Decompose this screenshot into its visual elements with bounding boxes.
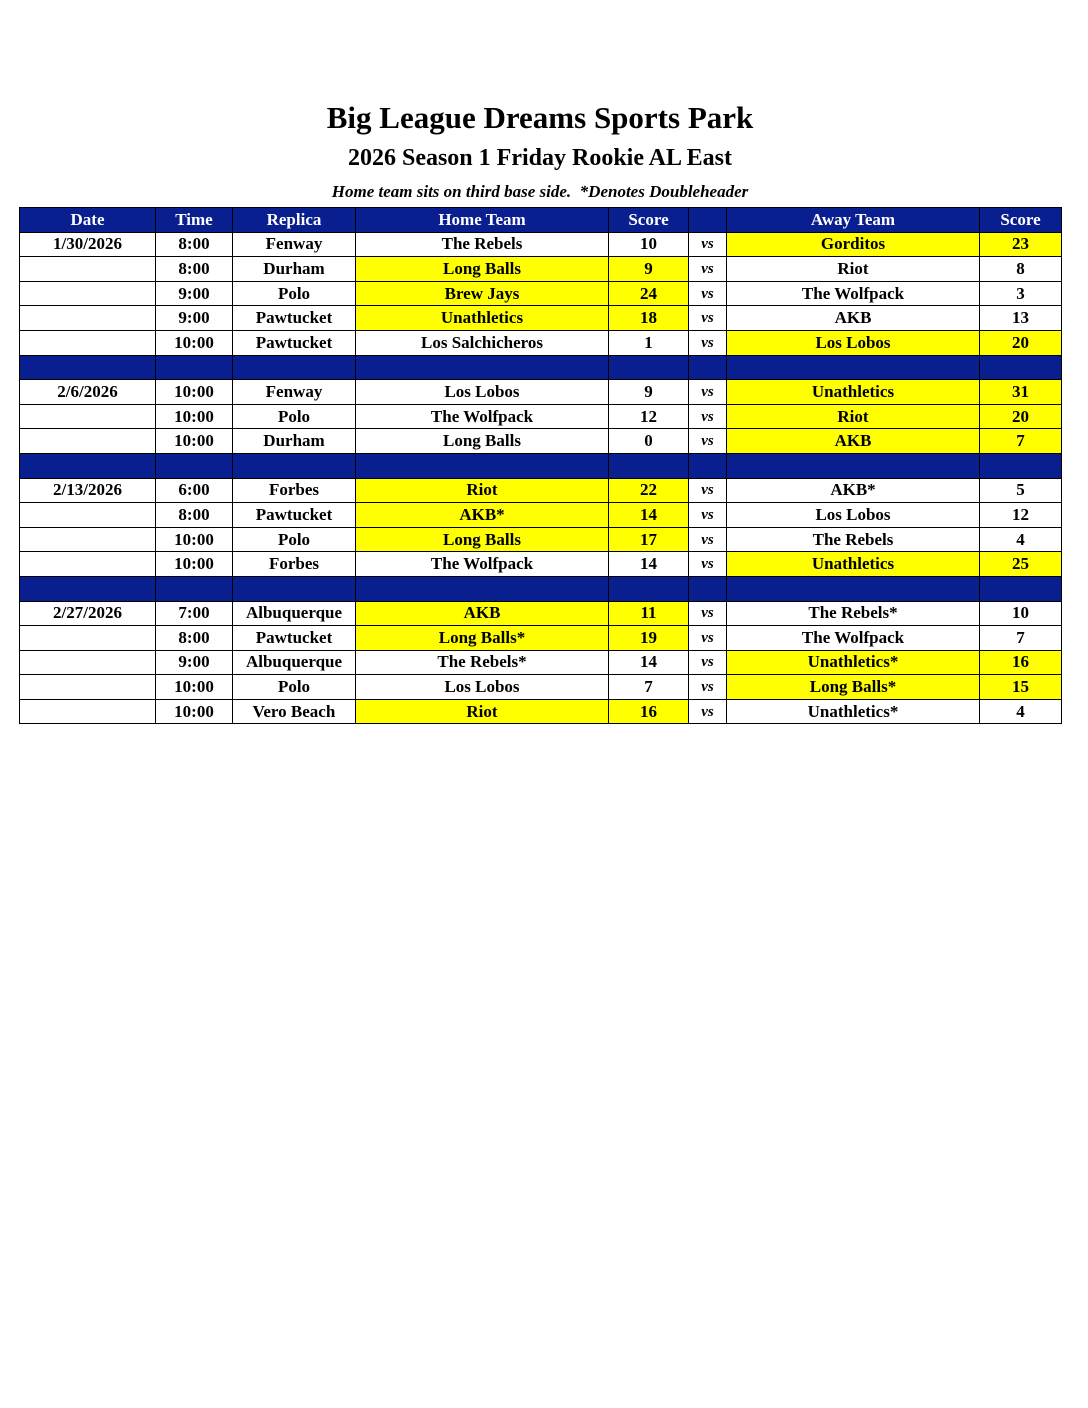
game-row [20,429,1062,454]
time-cell: 7:00 [156,601,233,626]
home-score-cell: 12 [609,404,689,429]
separator-cell [980,453,1062,478]
game-row [20,404,1062,429]
away-score-cell: 15 [980,675,1062,700]
home-team-cell: Los Salchicheros [356,330,609,355]
game-row [20,257,1062,282]
away-team-cell: Los Lobos [727,330,980,355]
time-cell: 10:00 [156,675,233,700]
home-team-cell: Los Lobos [356,380,609,405]
home-score-cell: 17 [609,527,689,552]
vs-cell: vs [689,429,727,454]
separator-cell [609,453,689,478]
home-score-cell: 24 [609,281,689,306]
replica-cell: Fenway [233,380,356,405]
time-cell: 10:00 [156,429,233,454]
separator-cell [727,576,980,601]
separator-cell [233,453,356,478]
game-row [20,552,1062,577]
away-team-cell: The Wolfpack [727,626,980,651]
home-score-cell: 7 [609,675,689,700]
game-row [20,330,1062,355]
separator-cell [156,355,233,380]
home-score-cell: 10 [609,232,689,257]
game-row [20,478,1062,503]
separator-cell [20,453,156,478]
away-team-cell: Unathletics* [727,699,980,724]
time-cell: 10:00 [156,699,233,724]
home-team-cell: Unathletics [356,306,609,331]
vs-cell: vs [689,404,727,429]
home-score-cell: 14 [609,552,689,577]
home-team-cell: The Rebels [356,232,609,257]
col-header-replica: Replica [233,208,356,233]
separator-cell [356,355,609,380]
game-row [20,699,1062,724]
home-team-cell: Riot [356,478,609,503]
away-team-cell: The Rebels* [727,601,980,626]
replica-cell: Pawtucket [233,306,356,331]
date-cell [20,257,156,282]
home-team-cell: The Wolfpack [356,552,609,577]
replica-cell: Albuquerque [233,601,356,626]
time-cell: 9:00 [156,650,233,675]
home-score-cell: 16 [609,699,689,724]
date-cell: 2/27/2026 [20,601,156,626]
game-row [20,626,1062,651]
separator-cell [356,576,609,601]
home-score-cell: 0 [609,429,689,454]
separator-cell [727,355,980,380]
date-cell [20,306,156,331]
time-cell: 10:00 [156,404,233,429]
away-score-cell: 20 [980,330,1062,355]
week-separator-row [20,576,1062,601]
away-team-cell: AKB [727,429,980,454]
replica-cell: Pawtucket [233,503,356,528]
date-cell [20,675,156,700]
game-row [20,527,1062,552]
time-cell: 8:00 [156,503,233,528]
game-row [20,503,1062,528]
away-team-cell: AKB [727,306,980,331]
vs-cell: vs [689,306,727,331]
vs-cell: vs [689,478,727,503]
date-cell [20,330,156,355]
separator-cell [980,576,1062,601]
separator-cell [689,576,727,601]
replica-cell: Durham [233,257,356,282]
replica-cell: Albuquerque [233,650,356,675]
separator-cell [356,453,609,478]
away-score-cell: 25 [980,552,1062,577]
schedule-table [19,207,1062,724]
week-separator-row [20,453,1062,478]
time-cell: 10:00 [156,552,233,577]
away-score-cell: 23 [980,232,1062,257]
col-header-time: Time [156,208,233,233]
replica-cell: Vero Beach [233,699,356,724]
time-cell: 8:00 [156,626,233,651]
home-score-cell: 19 [609,626,689,651]
home-score-cell: 11 [609,601,689,626]
away-team-cell: Long Balls* [727,675,980,700]
replica-cell: Pawtucket [233,330,356,355]
home-team-cell: Long Balls* [356,626,609,651]
date-cell: 1/30/2026 [20,232,156,257]
home-team-cell: Los Lobos [356,675,609,700]
time-cell: 8:00 [156,257,233,282]
home-team-cell: Brew Jays [356,281,609,306]
date-cell [20,429,156,454]
col-header-home-score: Score [609,208,689,233]
separator-cell [609,576,689,601]
col-header-away-team: Away Team [727,208,980,233]
separator-cell [689,355,727,380]
date-cell [20,404,156,429]
away-team-cell: Unathletics [727,552,980,577]
page-subtitle: 2026 Season 1 Friday Rookie AL East [347,145,733,171]
home-score-cell: 22 [609,478,689,503]
replica-cell: Fenway [233,232,356,257]
replica-cell: Polo [233,404,356,429]
game-row [20,380,1062,405]
time-cell: 9:00 [156,281,233,306]
vs-cell: vs [689,699,727,724]
vs-cell: vs [689,650,727,675]
schedule-body [20,232,1062,724]
game-row [20,281,1062,306]
col-header-home-team: Home Team [356,208,609,233]
away-score-cell: 3 [980,281,1062,306]
separator-cell [233,576,356,601]
separator-cell [20,355,156,380]
away-score-cell: 5 [980,478,1062,503]
vs-cell: vs [689,503,727,528]
replica-cell: Pawtucket [233,626,356,651]
away-score-cell: 31 [980,380,1062,405]
home-score-cell: 14 [609,503,689,528]
game-row [20,675,1062,700]
date-cell [20,527,156,552]
vs-cell: vs [689,675,727,700]
time-cell: 9:00 [156,306,233,331]
home-score-cell: 18 [609,306,689,331]
col-header-away-score: Score [980,208,1062,233]
vs-cell: vs [689,380,727,405]
date-cell: 2/13/2026 [20,478,156,503]
date-cell [20,650,156,675]
game-row [20,601,1062,626]
vs-cell: vs [689,232,727,257]
away-team-cell: The Rebels [727,527,980,552]
vs-cell: vs [689,281,727,306]
col-header-vs [689,208,727,233]
away-team-cell: Unathletics* [727,650,980,675]
game-row [20,232,1062,257]
col-header-date: Date [20,208,156,233]
home-team-cell: Long Balls [356,429,609,454]
home-score-cell: 9 [609,380,689,405]
header-row [20,208,1062,233]
home-team-cell: Long Balls [356,257,609,282]
home-team-cell: Long Balls [356,527,609,552]
home-team-cell: Riot [356,699,609,724]
vs-cell: vs [689,626,727,651]
away-score-cell: 8 [980,257,1062,282]
away-score-cell: 20 [980,404,1062,429]
away-score-cell: 4 [980,699,1062,724]
separator-cell [156,576,233,601]
away-team-cell: Unathletics [727,380,980,405]
time-cell: 10:00 [156,380,233,405]
away-score-cell: 7 [980,626,1062,651]
replica-cell: Forbes [233,552,356,577]
page-title: Big League Dreams Sports Park [326,100,754,135]
time-cell: 8:00 [156,232,233,257]
home-team-cell: The Rebels* [356,650,609,675]
replica-cell: Polo [233,281,356,306]
week-separator-row [20,355,1062,380]
schedule-note: Home team sits on third base side. *Denotes Doubleheader [331,182,749,201]
home-team-cell: The Wolfpack [356,404,609,429]
away-score-cell: 7 [980,429,1062,454]
separator-cell [609,355,689,380]
away-score-cell: 10 [980,601,1062,626]
home-score-cell: 9 [609,257,689,282]
vs-cell: vs [689,552,727,577]
away-team-cell: Gorditos [727,232,980,257]
time-cell: 10:00 [156,527,233,552]
separator-cell [727,453,980,478]
date-cell [20,503,156,528]
home-score-cell: 14 [609,650,689,675]
replica-cell: Forbes [233,478,356,503]
home-team-cell: AKB [356,601,609,626]
home-team-cell: AKB* [356,503,609,528]
vs-cell: vs [689,330,727,355]
away-team-cell: The Wolfpack [727,281,980,306]
date-cell [20,626,156,651]
away-team-cell: Riot [727,257,980,282]
time-cell: 10:00 [156,330,233,355]
away-score-cell: 4 [980,527,1062,552]
home-score-cell: 1 [609,330,689,355]
replica-cell: Polo [233,675,356,700]
separator-cell [980,355,1062,380]
date-cell [20,281,156,306]
vs-cell: vs [689,601,727,626]
replica-cell: Durham [233,429,356,454]
vs-cell: vs [689,527,727,552]
away-team-cell: AKB* [727,478,980,503]
time-cell: 6:00 [156,478,233,503]
vs-cell: vs [689,257,727,282]
game-row [20,650,1062,675]
date-cell: 2/6/2026 [20,380,156,405]
separator-cell [233,355,356,380]
replica-cell: Polo [233,527,356,552]
away-team-cell: Riot [727,404,980,429]
separator-cell [156,453,233,478]
date-cell [20,699,156,724]
away-team-cell: Los Lobos [727,503,980,528]
date-cell [20,552,156,577]
away-score-cell: 12 [980,503,1062,528]
away-score-cell: 13 [980,306,1062,331]
away-score-cell: 16 [980,650,1062,675]
game-row [20,306,1062,331]
separator-cell [689,453,727,478]
separator-cell [20,576,156,601]
